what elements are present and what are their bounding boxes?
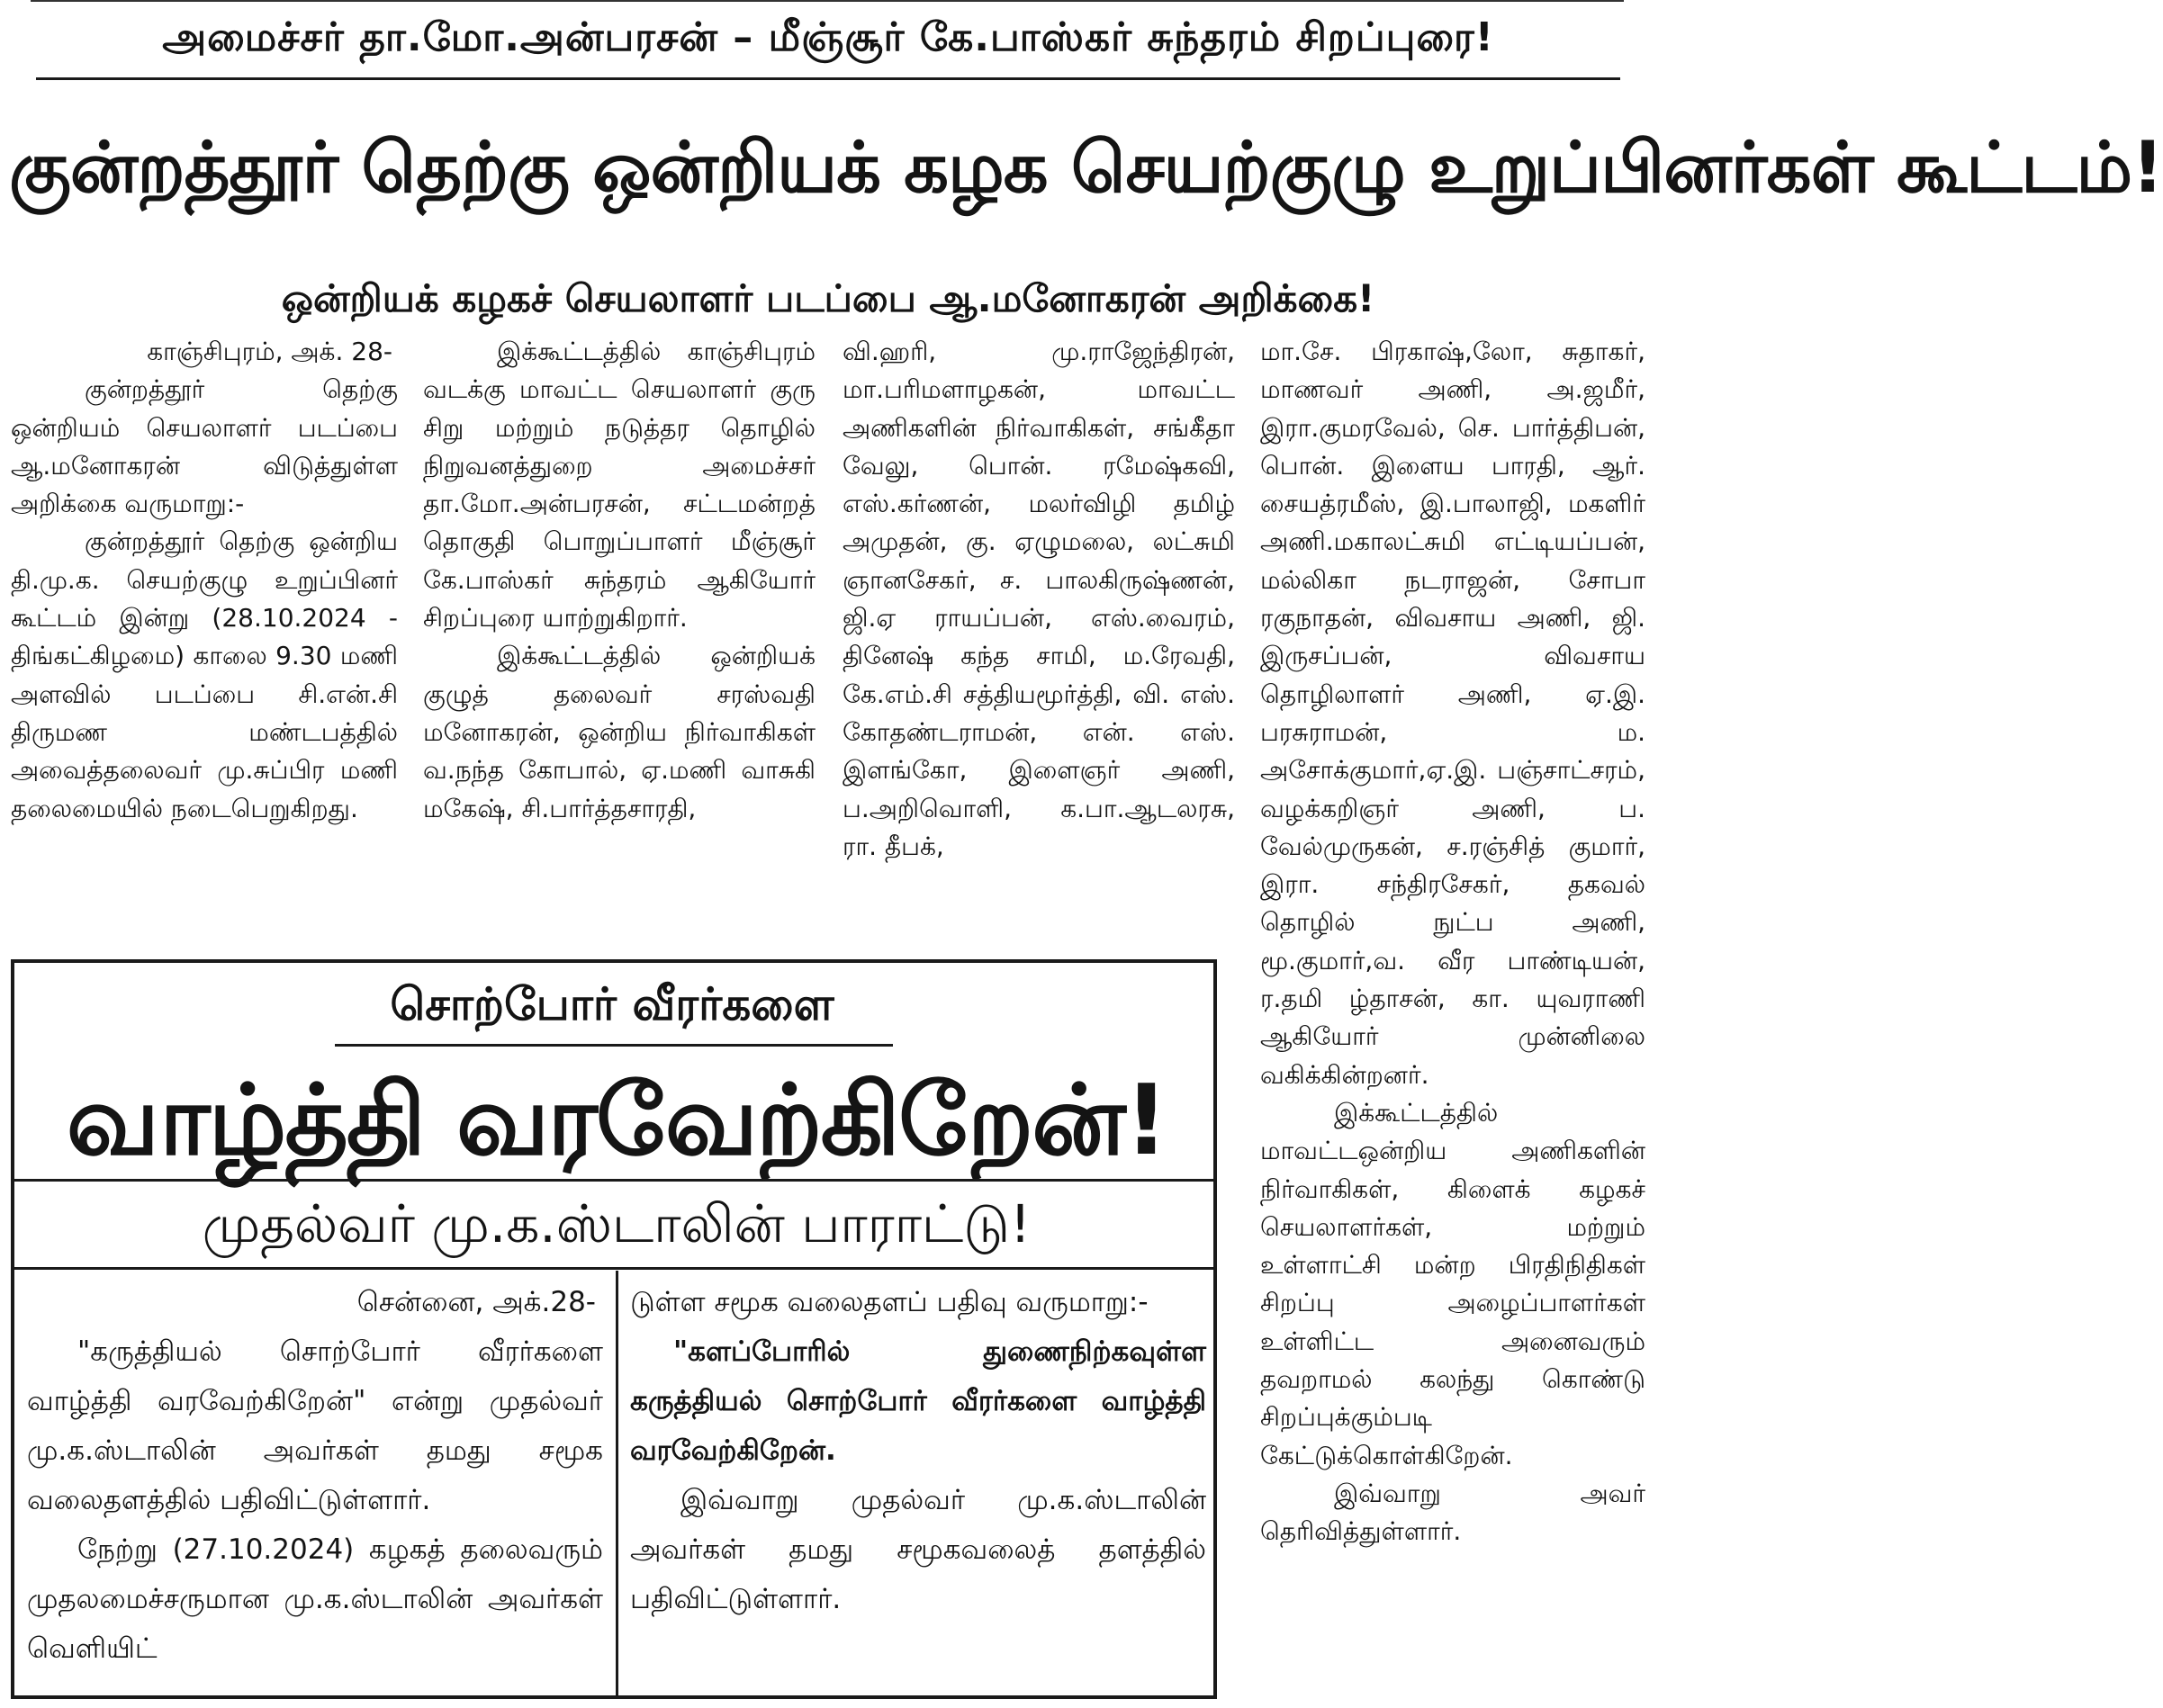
- boxed-headline: வாழ்த்தி வரவேற்கிறேன்!: [66, 1065, 1167, 1177]
- article-column-2: [423, 333, 816, 936]
- boxed-kicker: சொற்போர் வீரர்களை: [390, 978, 834, 1030]
- top-border-rule: [31, 0, 1624, 2]
- boxed-paragraph: இவ்வாறு முதல்வர் மு.க.ஸ்டாலின் அவர்கள் தமது சமூகவலைத் தளத்தில் பதிவிட்டுள்ளார்.: [630, 1484, 1206, 1615]
- article-subhead: ஒன்றியக் கழகச் செயலாளர் படப்பை ஆ.மனோகரன் அறிக்கை!: [281, 276, 1375, 320]
- kicker-underline: [36, 77, 1620, 80]
- article-headline: குன்றத்தூர் தெற்கு ஒன்றியக் கழக செயற்குழு உறுப்பினர்கள் கூட்டம்!: [9, 128, 2163, 209]
- article-dateline: காஞ்சிபுரம், அக். 28-: [147, 337, 392, 366]
- boxed-rule-bottom: [14, 1267, 1213, 1270]
- article-kicker: அமைச்சர் தா.மோ.அன்பரசன் – மீஞ்சூர் கே.பாஸ்கர் சுந்தரம் சிறப்புரை!: [162, 14, 1494, 60]
- boxed-column-1: [27, 1278, 603, 1692]
- article-paragraph: குன்றத்தூர் தெற்கு ஒன்றிய தி.மு.க. செயற்குழு உறுப்பினர் கூட்டம் இன்று (28.10.2024 - திங்கட்கிழமை) காலை 9.30 மணி அளவில் படப்பை சி.என்.சி திருமண மண்டபத்தில் அவைத்தலைவர் மு.சுப்பிர மணி தலைமையில் நடைபெறுகிறது.: [11, 526, 398, 823]
- boxed-paragraph: நேற்று (27.10.2024) கழகத் தலைவரும் முதலமைச்சருமான மு.க.ஸ்டாலின் அவர்கள் வெளியிட்: [27, 1533, 603, 1665]
- article-paragraph: இக்கூட்டத்தில் காஞ்சிபுரம் வடக்கு மாவட்ட செயலாளர் குரு சிறு மற்றும் நடுத்தர தொழில் நிறுவனத்துறை அமைச்சர் தா.மோ.அன்பரசன், சட்டமன்றத் தொகுதி பொறுப்பாளர் மீஞ்சூர் கே.பாஸ்கர் சுந்தரம் ஆகியோர் சிறப்புரை யாற்றுகிறார்.: [423, 337, 816, 634]
- article-paragraph: இக்கூட்டத்தில் மாவட்டஒன்றிய அணிகளின் நிர்வாகிகள், கிளைக் கழகச் செயலாளர்கள், மற்றும் உள்ளாட்சி மன்ற பிரதிநிதிகள் சிறப்பு அழைப்பாளர்கள் உள்ளிட்ட அனைவரும் தவறாமல் கலந்து கொண்டு சிறப்புக்கும்படி கேட்டுக்கொள்கிறேன்.: [1260, 1097, 1645, 1470]
- article-paragraph: மா.சே. பிரகாஷ்,லோ, சுதாகர், மாணவர் அணி, அ.ஜமீர், இரா.குமரவேல், செ. பார்த்திபன், பொன். இளைய பாரதி, ஆர். சையத்ரமீஸ், இ.பாலாஜி, மகளிர் அணி.மகாலட்சுமி எட்டியப்பன், மல்லிகா நடராஜன், சோபா ரகுநாதன், விவசாய அணி, ஜி. இருசப்பன், விவசாய தொழிலாளர் அணி, ஏ.இ. பரசுராமன், ம. அசோக்குமார்,ஏ.இ. பஞ்சாட்சரம், வழக்கறிஞர் அணி, ப. வேல்முருகன், ச.ரஞ்சித் குமார், இரா. சந்திரசேகர், தகவல் தொழில் நுட்ப அணி, மூ.குமார்,வ. வீர பாண்டியன், ர.தமி ழ்தாசன், கா. யுவராணி ஆகியோர் முன்னிலை வகிக்கின்றனர்.: [1260, 337, 1645, 1090]
- article-column-3: [843, 333, 1235, 936]
- boxed-quote: "களப்போரில் துணைநிற்கவுள்ள கருத்தியல் சொற்போர் வீரர்களை வாழ்த்தி வரவேற்கிறேன்.: [630, 1335, 1206, 1467]
- article-paragraph: வி.ஹரி, மு.ராஜேந்திரன், மா.பரிமளாழகன், மாவட்ட அணிகளின் நிர்வாகிகள், சங்கீதா வேலு, பொன். ரமேஷ்கவி, எஸ்.கர்ணன், மலர்விழி தமிழ் அமுதன், கு. ஏழுமலை, லட்சுமி ஞானசேகர், ச. பாலகிருஷ்ணன், ஜி.ஏ ராயப்பன், எஸ்.வைரம், தினேஷ் கந்த சாமி, ம.ரேவதி, கே.எம்.சி சத்தியமூர்த்தி, வி. எஸ். கோதண்டராமன், என். எஸ். இளங்கோ, இளைஞர் அணி, ப.அறிவொளி, க.பா.ஆடலரசு, ரா. தீபக்,: [843, 337, 1235, 861]
- boxed-paragraph: "கருத்தியல் சொற்போர் வீரர்களை வாழ்த்தி வரவேற்கிறேன்" என்று முதல்வர் மு.க.ஸ்டாலின் அவர்கள் தமது சமூக வலைதளத்தில் பதிவிட்டுள்ளார்.: [27, 1335, 603, 1516]
- boxed-kicker-underline: [335, 1044, 893, 1047]
- article-paragraph: குன்றத்தூர் தெற்கு ஒன்றியம் செயலாளர் படப்பை ஆ.மனோகரன் விடுத்துள்ள அறிக்கை வருமாறு:-: [11, 374, 398, 519]
- boxed-column-2: [630, 1278, 1206, 1692]
- article-paragraph: இக்கூட்டத்தில் ஒன்றியக் குழுத் தலைவர் சரஸ்வதி மனோகரன், ஒன்றிய நிர்வாகிகள் வ.நந்த கோபால், ஏ.மணி வாசுகி மகேஷ், சி.பார்த்தசாரதி,: [423, 641, 816, 823]
- boxed-rule-top: [14, 1179, 1213, 1182]
- boxed-dateline: சென்னை, அக்.28-: [356, 1286, 596, 1318]
- boxed-column-divider: [616, 1271, 618, 1695]
- article-column-4: [1260, 333, 1645, 1696]
- boxed-paragraph: டுள்ள சமூக வலைதளப் பதிவு வருமாறு:-: [630, 1286, 1149, 1318]
- article-column-1: [11, 333, 398, 936]
- article-paragraph: இவ்வாறு அவர் தெரிவித்துள்ளார்.: [1260, 1478, 1645, 1547]
- boxed-subhead: முதல்வர் மு.க.ஸ்டாலின் பாராட்டு!: [202, 1193, 1032, 1254]
